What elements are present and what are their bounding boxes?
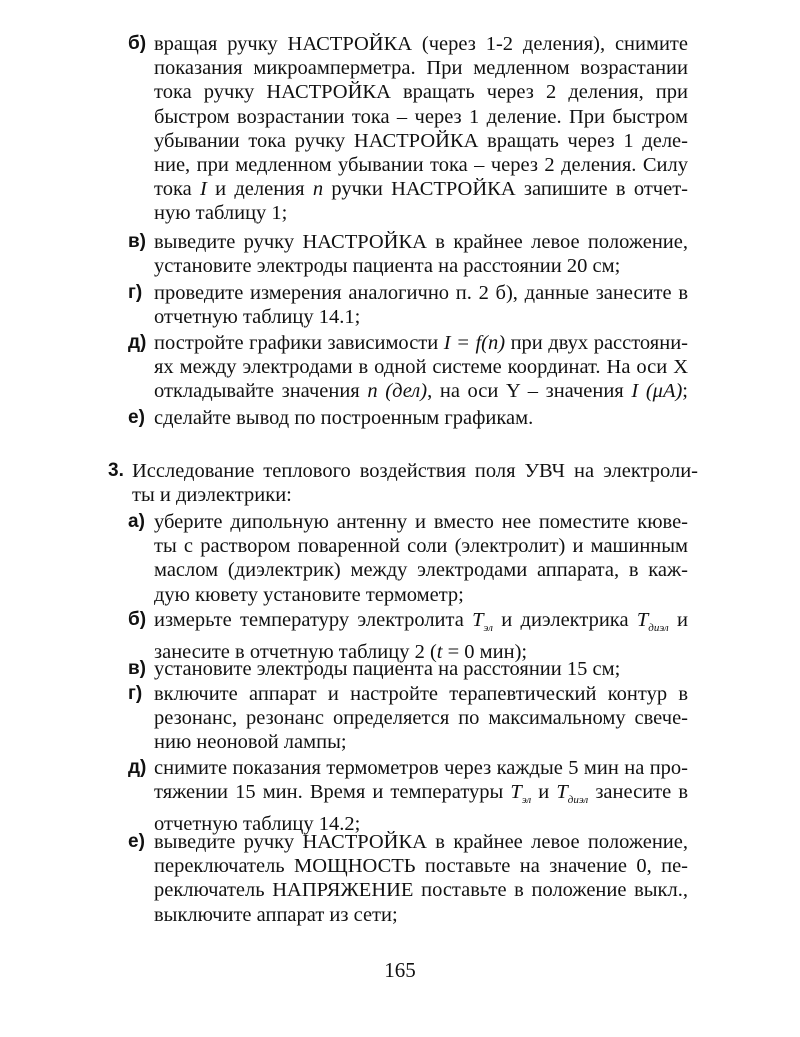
step-marker: е) (128, 831, 145, 852)
text-line: Исследование теплового воздействия поля УВЧ на электроли- (132, 460, 698, 482)
text-line: реключатель НАПРЯЖЕНИЕ поставьте в положение выкл., (154, 879, 688, 902)
step-text (154, 682, 688, 755)
text-line: снимите показания термометров через каждые 5 мин на про- (154, 757, 688, 779)
step-d (128, 331, 688, 404)
text-segment: занесите в отчетную таблицу 2 ( (154, 641, 437, 664)
step-text (154, 32, 688, 226)
section-3 (108, 459, 698, 507)
step-marker: в) (128, 658, 147, 679)
text-line: ную таблицу 1; (154, 202, 288, 225)
text-line: включите аппарат и настройте терапевтический контур в (154, 683, 688, 705)
text-line (154, 331, 688, 355)
step-b (128, 32, 688, 226)
text-line: вращая ручку НАСТРОЙКА (через 1-2 деления), снимите (154, 33, 688, 55)
text-line: ты и диэлектрики: (132, 484, 292, 507)
text-line: выключите аппарат из сети; (154, 903, 398, 926)
step-marker: д) (128, 332, 147, 353)
text-line: ты с раствором поваренной соли (электролит) и машинным (154, 535, 688, 558)
step-marker: г) (128, 282, 143, 303)
subscript: диэл (567, 794, 589, 807)
step-g (128, 281, 688, 329)
text-segment: = 0 мин); (442, 641, 528, 664)
step-marker: д) (128, 757, 147, 778)
step-text (154, 230, 688, 278)
section-text (132, 459, 698, 507)
subscript: эл (483, 622, 493, 634)
text-line: отчетную таблицу 14.1; (154, 306, 361, 329)
step-v (128, 230, 688, 278)
step3-g (128, 682, 688, 755)
text-line: резонанс, резонанс определяется по максимальному свече- (154, 707, 688, 730)
text-segment: тяжении 15 мин. Время и температуры (154, 781, 511, 804)
text-line: отчетную таблицу 14.2; (154, 813, 361, 836)
text-segment: ; (682, 380, 688, 403)
text-line: убывании тока ручку НАСТРОЙКА вращать через 1 деле- (154, 129, 688, 152)
step-text (154, 406, 688, 430)
variable: I (μA) (631, 380, 683, 403)
text-line (154, 379, 688, 403)
text-line: уберите дипольную антенну и вместо нее поместите кюве- (154, 511, 688, 533)
text-segment: и (668, 609, 688, 631)
step-marker: в) (128, 231, 147, 252)
step3-a (128, 510, 688, 607)
text-segment: и деления (206, 178, 313, 201)
variable: T (556, 781, 568, 804)
text-segment: при двух расстояни- (505, 332, 688, 354)
text-segment: и (531, 781, 557, 804)
text-line: быстром возрастании тока – через 1 деление. При быстром (154, 105, 688, 128)
text-line: проведите измерения аналогично п. 2 б), данные занесите в (154, 282, 688, 304)
step-marker: б) (128, 33, 147, 54)
step3-d (128, 756, 688, 837)
text-segment: , на оси Y – значения (427, 380, 632, 403)
text-line: нию неоновой лампы; (154, 731, 347, 754)
text-line (154, 177, 688, 201)
text-segment: постройте графики зависимости (154, 332, 444, 354)
section-marker: 3. (108, 460, 124, 481)
text-segment: откладывайте значения (154, 380, 368, 403)
text-line (154, 780, 688, 812)
text-line: ние, при медленном убывании тока – через 2 деления. Силу (154, 154, 688, 177)
formula: I = f(n) (443, 332, 506, 354)
text-line: выведите ручку НАСТРОЙКА в крайнее левое положение, (154, 231, 688, 253)
step-text (154, 657, 688, 681)
variable: T (636, 609, 649, 631)
text-line: дую кювету установите термометр; (154, 583, 464, 606)
step-text (154, 281, 688, 329)
text-line: ях между электродами в одной системе координат. На оси X (154, 356, 688, 379)
subscript: эл (521, 794, 532, 807)
step-marker: а) (128, 511, 145, 532)
variable: I (199, 178, 207, 201)
variable: T (472, 609, 484, 631)
text-segment: ручки НАСТРОЙКА запишите в отчет- (323, 178, 688, 201)
text-line: тока ручку НАСТРОЙКА вращать через 2 деления, при (154, 81, 688, 104)
page-number: 165 (384, 958, 416, 982)
text-line: показания микроамперметра. При медленном возрастании (154, 57, 688, 80)
text-segment: тока (154, 178, 200, 201)
variable: n (дел) (367, 380, 428, 403)
text-line: установите электроды пациента на расстоянии 20 см; (154, 255, 621, 278)
subscript: диэл (648, 622, 669, 634)
step-marker: е) (128, 407, 145, 428)
step-text (154, 510, 688, 607)
step3-b (128, 608, 688, 664)
step3-v (128, 657, 688, 681)
variable: T (510, 781, 522, 804)
step3-e (128, 830, 688, 927)
text-line: сделайте вывод по построенным графикам. (154, 407, 534, 429)
text-segment: и диэлектрика (492, 609, 637, 631)
text-line: переключатель МОЩНОСТЬ поставьте на значение 0, пе- (154, 855, 688, 878)
text-line: маслом (диэлектрик) между электродами аппарата, в каж- (154, 559, 688, 582)
step-marker: б) (128, 609, 147, 630)
text-segment: измерьте температуру электролита (154, 609, 473, 631)
text-line: выведите ручку НАСТРОЙКА в крайнее левое положение, (154, 831, 688, 853)
step-marker: г) (128, 683, 143, 704)
text-line: установите электроды пациента на расстоянии 15 см; (154, 658, 621, 680)
text-line (154, 608, 688, 640)
variable: n (312, 178, 324, 201)
text-segment: занесите в (588, 781, 688, 804)
step-text (154, 756, 688, 837)
variable: t (436, 641, 443, 664)
step-text (154, 331, 688, 404)
step-text (154, 830, 688, 927)
step-e (128, 406, 688, 430)
step-text (154, 608, 688, 664)
